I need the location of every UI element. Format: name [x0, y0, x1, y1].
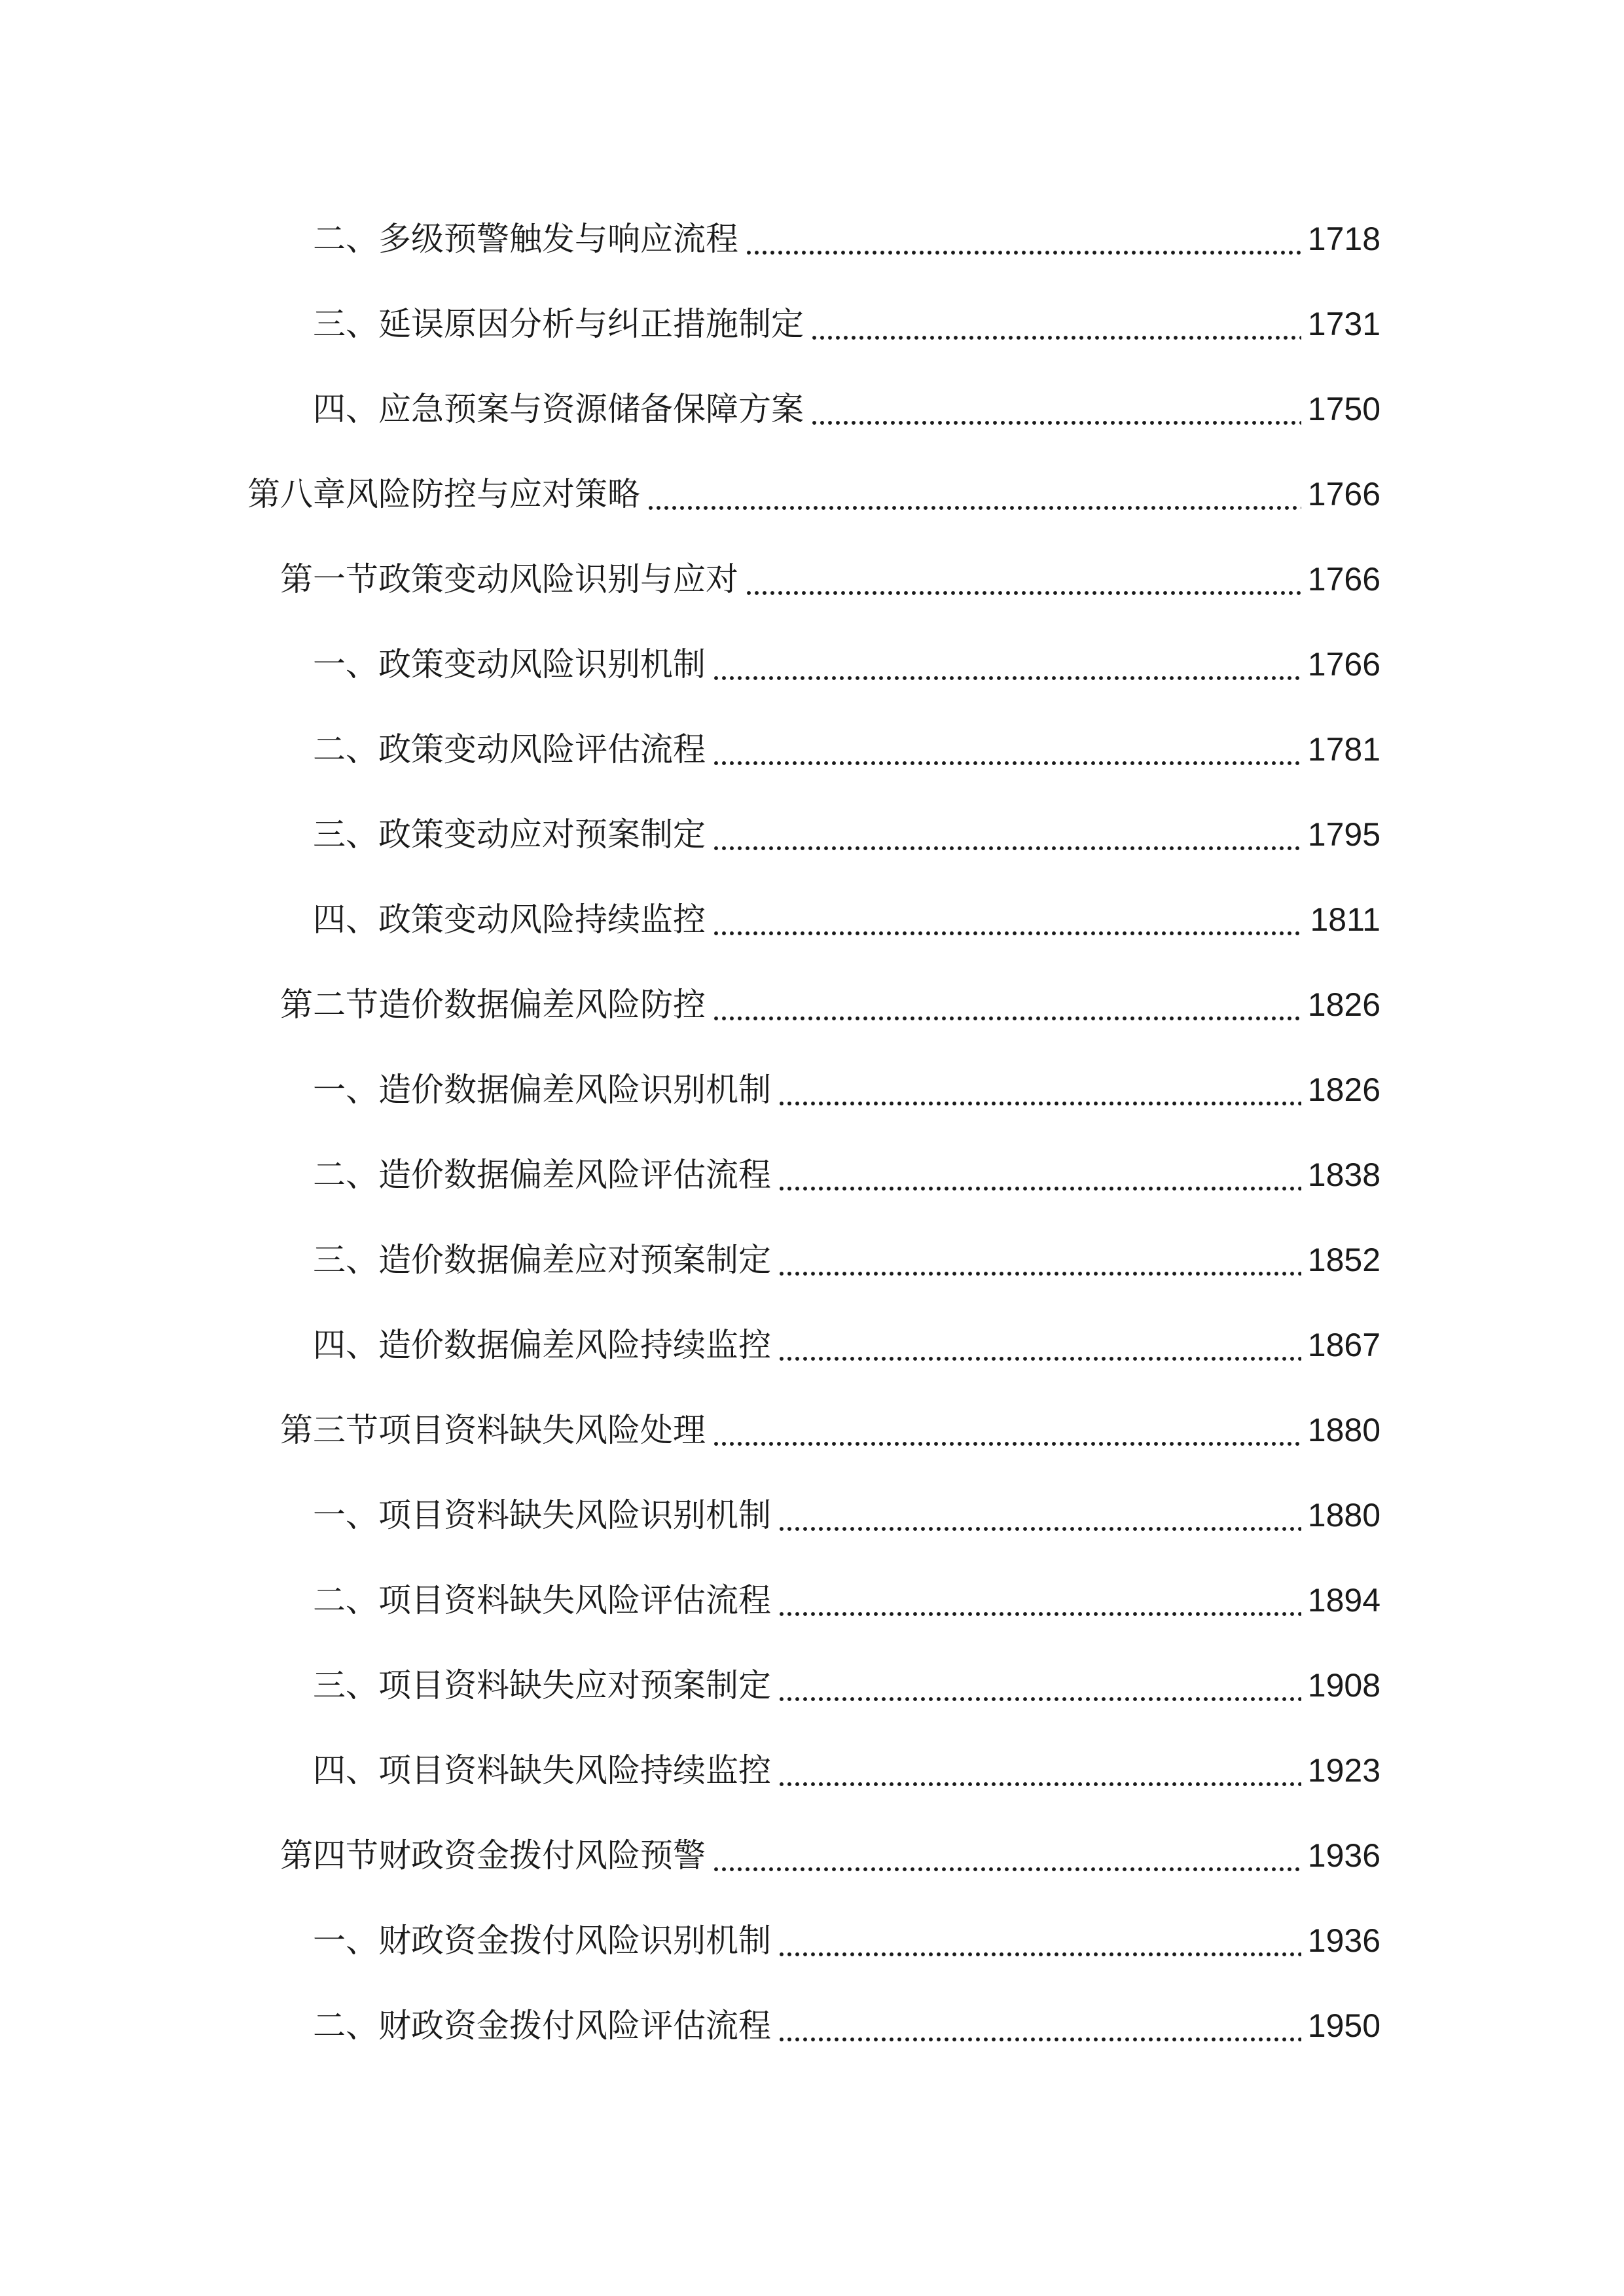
toc-subsection-entry	[0, 707, 1624, 792]
toc-page-number: 1750	[1307, 391, 1380, 427]
toc-entry-title: 二、项目资料缺失风险评估流程	[313, 1581, 771, 1619]
toc-entry-title: 四、政策变动风险持续监控	[313, 901, 706, 939]
toc-section-entry	[0, 1388, 1624, 1473]
toc-subsection-entry	[0, 1983, 1624, 2068]
toc-subsection-entry	[0, 1302, 1624, 1388]
toc-subsection-entry	[0, 622, 1624, 707]
toc-page-number: 1936	[1307, 1922, 1380, 1959]
toc-dot-leader	[712, 1839, 1301, 1872]
toc-entry-title: 四、造价数据偏差风险持续监控	[313, 1326, 771, 1364]
toc-page-number: 1852	[1307, 1242, 1380, 1278]
toc-dot-leader	[810, 308, 1301, 340]
toc-dot-leader	[712, 988, 1301, 1021]
toc-chapter-entry	[0, 452, 1624, 537]
toc-entry-title: 三、延误原因分析与纠正措施制定	[313, 305, 804, 343]
toc-dot-leader	[745, 223, 1301, 255]
toc-page-number: 1766	[1307, 476, 1380, 512]
toc-page-number: 1781	[1307, 731, 1380, 768]
toc-entry-title: 一、项目资料缺失风险识别机制	[313, 1496, 771, 1534]
table-of-contents	[0, 196, 1624, 2068]
toc-subsection-entry	[0, 1643, 1624, 1728]
toc-page-number: 1766	[1307, 646, 1380, 683]
toc-entry-title: 第一节政策变动风险识别与应对	[280, 560, 738, 598]
toc-dot-leader	[712, 648, 1301, 681]
toc-subsection-entry	[0, 1473, 1624, 1558]
toc-dot-leader	[778, 1754, 1301, 1787]
toc-page-number: 1908	[1307, 1667, 1380, 1704]
toc-entry-title: 二、造价数据偏差风险评估流程	[313, 1156, 771, 1194]
toc-subsection-entry	[0, 1047, 1624, 1132]
toc-section-entry	[0, 1813, 1624, 1898]
toc-page-number: 1766	[1307, 561, 1380, 598]
toc-page-number: 1880	[1307, 1497, 1380, 1534]
toc-section-entry	[0, 537, 1624, 622]
toc-page-number: 1894	[1307, 1582, 1380, 1619]
toc-entry-title: 第八章风险防控与应对策略	[247, 475, 640, 513]
toc-page-number: 1718	[1307, 221, 1380, 257]
toc-page-number: 1923	[1307, 1752, 1380, 1789]
toc-subsection-entry	[0, 367, 1624, 452]
toc-page-number: 1880	[1307, 1412, 1380, 1448]
toc-subsection-entry	[0, 1728, 1624, 1813]
toc-dot-leader	[778, 1499, 1301, 1532]
toc-page-number: 1795	[1307, 816, 1380, 853]
toc-page-number: 1950	[1307, 2007, 1380, 2044]
toc-dot-leader	[778, 1073, 1301, 1106]
toc-dot-leader	[778, 2009, 1301, 2042]
toc-page-number: 1811	[1310, 901, 1380, 938]
toc-dot-leader	[778, 1669, 1301, 1702]
toc-subsection-entry	[0, 792, 1624, 877]
toc-dot-leader	[778, 1158, 1301, 1191]
toc-entry-title: 二、政策变动风险评估流程	[313, 730, 706, 768]
toc-subsection-entry	[0, 877, 1624, 962]
toc-entry-title: 三、项目资料缺失应对预案制定	[313, 1666, 771, 1704]
toc-entry-title: 三、政策变动应对预案制定	[313, 816, 706, 853]
toc-page-number: 1826	[1307, 1071, 1380, 1108]
toc-subsection-entry	[0, 196, 1624, 281]
toc-dot-leader	[712, 733, 1301, 766]
toc-page-number: 1731	[1307, 306, 1380, 342]
toc-entry-title: 第四节财政资金拨付风险预警	[280, 1837, 706, 1874]
toc-dot-leader	[712, 903, 1303, 936]
toc-entry-title: 第二节造价数据偏差风险防控	[280, 986, 706, 1024]
toc-page-number: 1867	[1307, 1327, 1380, 1363]
toc-dot-leader	[810, 393, 1301, 425]
toc-dot-leader	[712, 1414, 1301, 1446]
toc-entry-title: 一、财政资金拨付风险识别机制	[313, 1922, 771, 1960]
toc-subsection-entry	[0, 1217, 1624, 1302]
toc-subsection-entry	[0, 1898, 1624, 1983]
toc-page-number: 1838	[1307, 1157, 1380, 1193]
toc-entry-title: 一、政策变动风险识别机制	[313, 645, 706, 683]
toc-entry-title: 四、项目资料缺失风险持续监控	[313, 1751, 771, 1789]
toc-subsection-entry	[0, 1132, 1624, 1217]
toc-page-number: 1936	[1307, 1837, 1380, 1874]
toc-entry-title: 四、应急预案与资源储备保障方案	[313, 390, 804, 428]
toc-dot-leader	[778, 1244, 1301, 1276]
toc-entry-title: 第三节项目资料缺失风险处理	[280, 1411, 706, 1449]
toc-dot-leader	[778, 1924, 1301, 1957]
toc-dot-leader	[712, 818, 1301, 851]
toc-dot-leader	[778, 1329, 1301, 1361]
toc-entry-title: 二、财政资金拨付风险评估流程	[313, 2007, 771, 2045]
toc-dot-leader	[778, 1584, 1301, 1617]
toc-dot-leader	[647, 478, 1301, 511]
toc-page-number: 1826	[1307, 986, 1380, 1023]
toc-subsection-entry	[0, 281, 1624, 367]
toc-dot-leader	[745, 563, 1301, 596]
toc-entry-title: 二、多级预警触发与响应流程	[313, 220, 738, 258]
toc-entry-title: 一、造价数据偏差风险识别机制	[313, 1071, 771, 1109]
toc-section-entry	[0, 962, 1624, 1047]
toc-subsection-entry	[0, 1558, 1624, 1643]
toc-entry-title: 三、造价数据偏差应对预案制定	[313, 1241, 771, 1279]
